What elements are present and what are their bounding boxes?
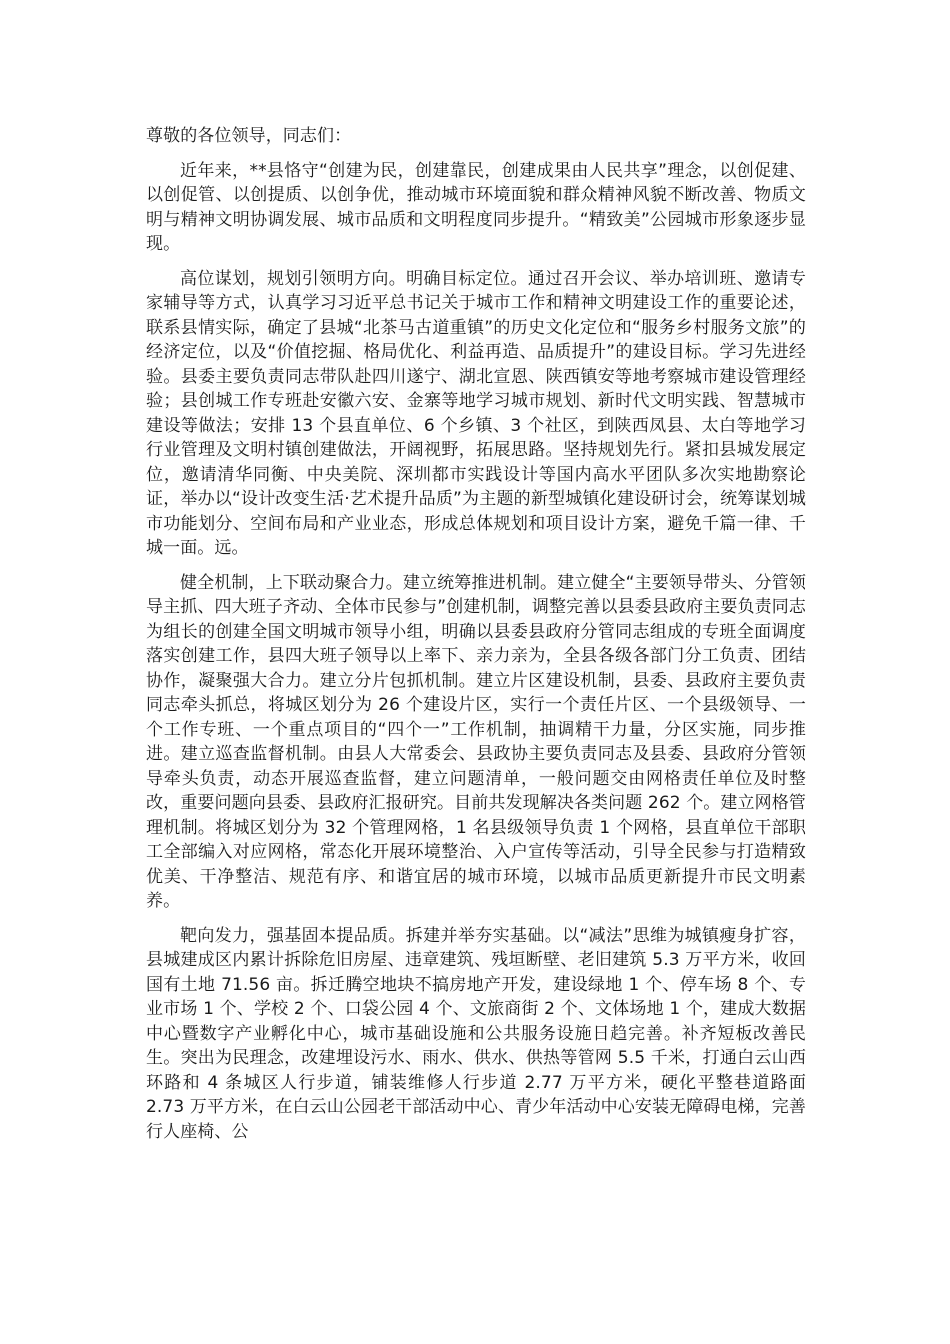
paragraph-quality: 靶向发力，强基固本提品质。拆建并举夯实基础。以“减法”思维为城镇瘦身扩容，县城建成区内累计拆除危旧房屋、违章建筑、残垣断壁、老旧建筑 5.3 万平方米，收回国有土地 71.56 亩。拆迁腾空地块不搞房地产开发，建设绿地 1 个、停车场 8 个、专业市场 1 个、学校 2 个、口袋公园 4 个、文旅商街 2 个、文体场地 1 个，建成大数据中心暨数字产业孵化中心，城市基础设施和公共服务设施日趋完善。补齐短板改善民生。突出为民理念，改建埋设污水、雨水、供水、供热等管网 5.5 千米，打通白云山西环路和 4 条城区人行步道，铺装维修人行步道 2.77 万平方米，硬化平整巷道路面 2.73 万平方米，在白云山公园老干部活动中心、青少年活动中心安装无障碍电梯，完善行人座椅、公 — [146, 925, 806, 1142]
paragraph-mechanism: 健全机制，上下联动聚合力。建立统筹推进机制。建立健全“主要领导带头、分管领导主抓、四大班子齐动、全体市民参与”创建机制，调整完善以县委县政府主要负责同志为组长的创建全国文明城市领导小组，明确以县委县政府分管同志组成的专班全面调度落实创建工作，县四大班子领导以上率下、亲力亲为，全县各级各部门分工负责、团结协作，凝聚强大合力。建立分片包抓机制。建立片区建设机制，县委、县政府主要负责同志牵头抓总，将城区划分为 26 个建设片区，实行一个责任片区、一个县级领导、一个工作专班、一个重点项目的“四个一”工作机制，抽调精干力量，分区实施，同步推进。建立巡查监督机制。由县人大常委会、县政协主要负责同志及县委、县政府分管领导牵头负责，动态开展巡查监督，建立问题清单，一般问题交由网格责任单位及时整改，重要问题向县委、县政府汇报研究。目前共发现解决各类问题 262 个。建立网格管理机制。将城区划分为 32 个管理网格，1 名县级领导负责 1 个网格，县直单位干部职工全部编入对应网格，常态化开展环境整治、入户宣传等活动，引导全民参与打造精致优美、干净整洁、规范有序、和谐宜居的城市环境，以城市品质更新提升市民文明素养。 — [146, 572, 806, 911]
salutation: 尊敬的各位领导，同志们： — [146, 126, 352, 146]
document-body — [146, 124, 806, 1154]
paragraph-planning: 高位谋划，规划引领明方向。明确目标定位。通过召开会议、举办培训班、邀请专家辅导等方式，认真学习习近平总书记关于城市工作和精神文明建设工作的重要论述，联系县情实际，确定了县城“北茶马古道重镇”的历史文化定位和“服务乡村服务文旅”的经济定位，以及“价值挖掘、格局优化、利益再造、品质提升”的建设目标。学习先进经验。县委主要负责同志带队赴四川遂宁、湖北宣恩、陕西镇安等地考察城市建设管理经验；县创城工作专班赴安徽六安、金寨等地学习城市规划、新时代文明实践、智慧城市建设等做法；安排 13 个县直单位、6 个乡镇、3 个社区，到陕西凤县、太白等地学习行业管理及文明村镇创建做法，开阔视野，拓展思路。坚持规划先行。紧扣县城发展定位，邀请清华同衡、中央美院、深圳都市实践设计等国内高水平团队多次实地勘察论证，举办以“设计改变生活·艺术提升品质”为主题的新型城镇化建设研讨会，统筹谋划城市功能划分、空间布局和产业业态，形成总体规划和项目设计方案，避免千篇一律、千城一面。远。 — [146, 268, 806, 558]
paragraph-intro: 近年来，**县恪守“创建为民，创建靠民，创建成果由人民共享”理念，以创促建、以创促管、以创提质、以创争优，推动城市环境面貌和群众精神风貌不断改善、物质文明与精神文明协调发展、城市品质和文明程度同步提升。“精致美”公园城市形象逐步显现。 — [146, 160, 806, 254]
